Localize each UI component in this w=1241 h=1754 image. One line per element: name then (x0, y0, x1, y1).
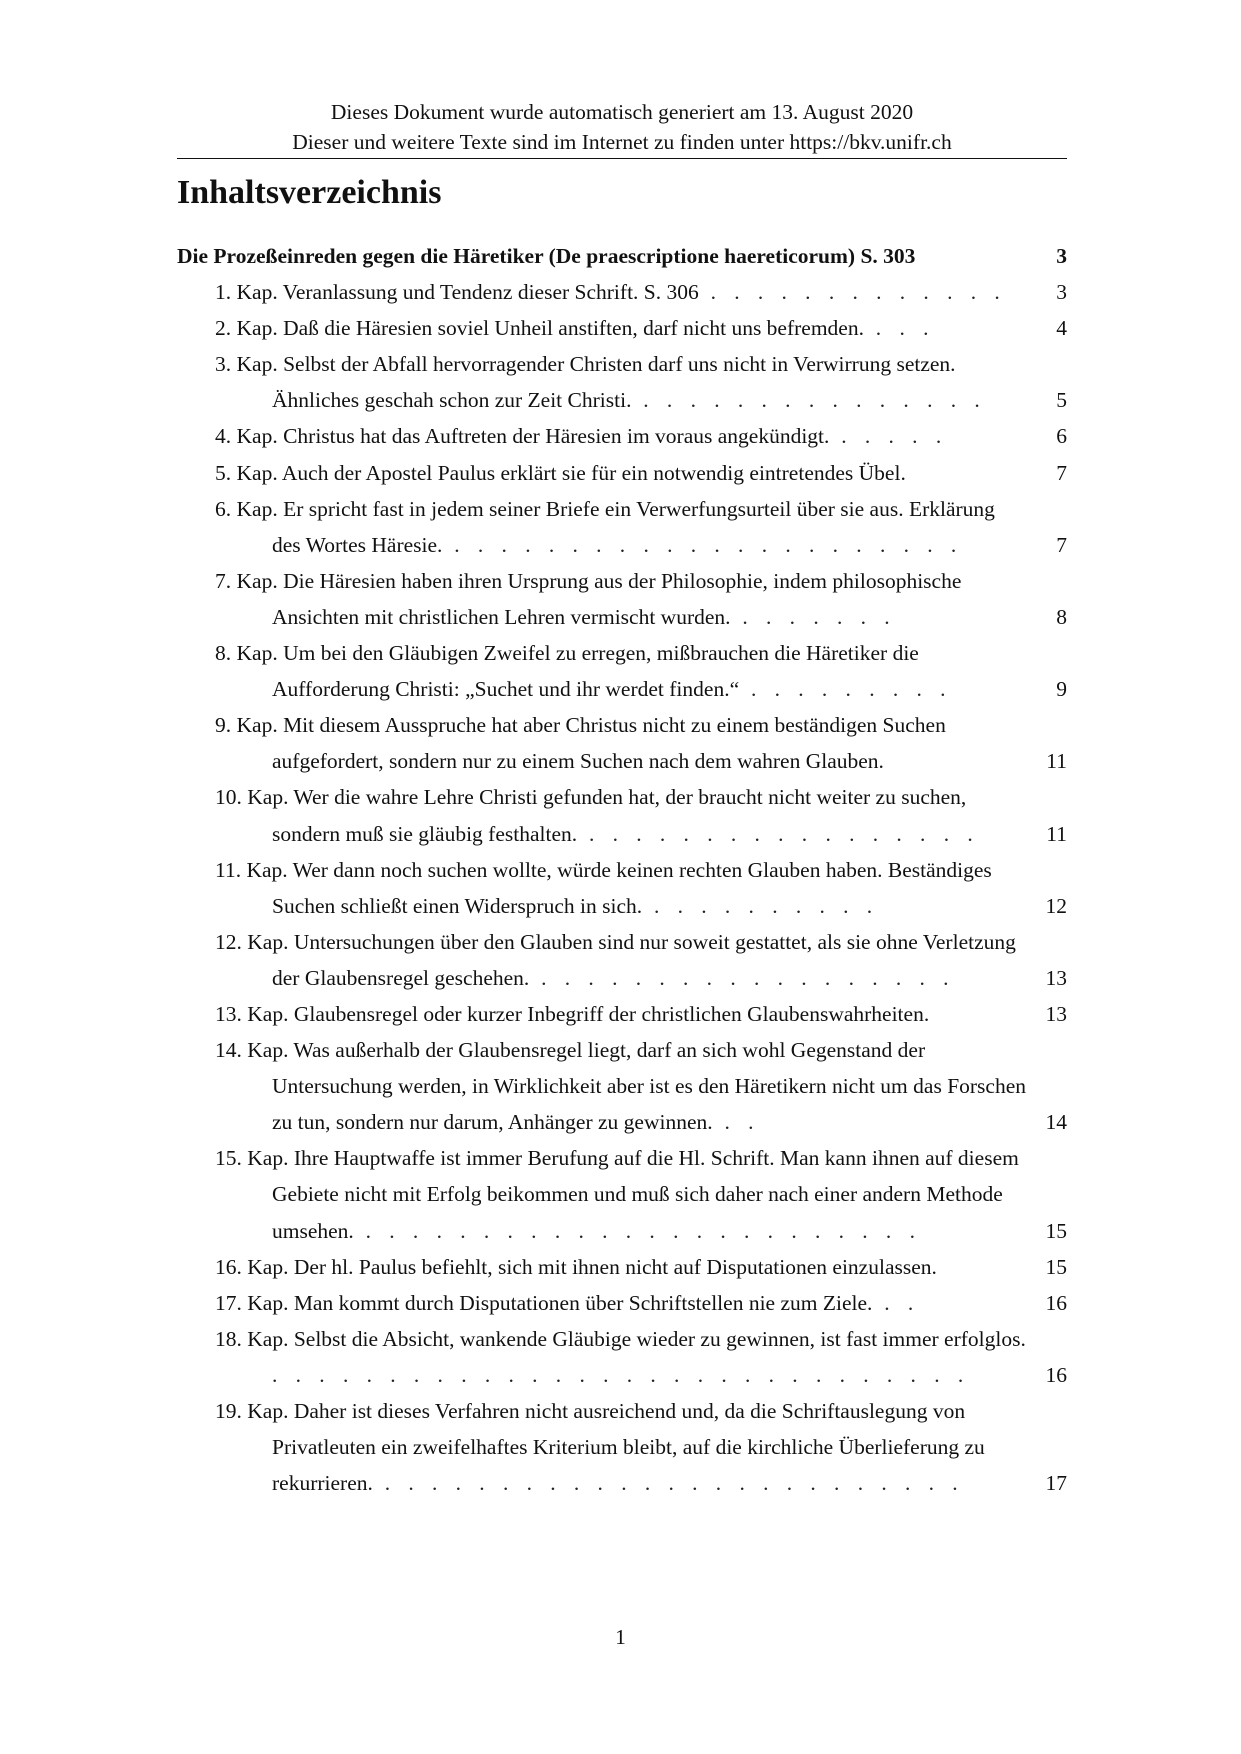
toc-entry-leader: . . . . . . . . . . . . . (698, 280, 1007, 305)
toc-entry-page: 15 (1045, 1218, 1067, 1243)
toc-entry-text: 15. Kap. Ihre Hauptwaffe ist immer Berufung auf die Hl. Schrift. Man kann ihnen auf diesem Gebiete nicht mit Erfolg beikommen und muß sich daher nach einer andern Methode umsehen. (215, 1146, 1019, 1243)
toc-entry-page: 3 (1056, 280, 1067, 305)
toc-section-title: Die Prozeßeinreden gegen die Häretiker (De praescriptione haereticorum) S. 303 (177, 244, 916, 268)
toc-entry-leader: . . . . . (829, 424, 948, 449)
toc-entry-text: 12. Kap. Untersuchungen über den Glauben sind nur soweit gestattet, als sie ohne Verletzung der Glaubensregel geschehen. (215, 929, 1016, 990)
toc-entry-page: 13 (1045, 965, 1067, 990)
toc-entry[interactable] (177, 491, 1067, 563)
header-generated-line: Dieses Dokument wurde automatisch generiert am 13. August 2020 (330, 100, 914, 124)
toc-entry-text: 11. Kap. Wer dann noch suchen wollte, würde keinen rechten Glauben haben. Beständiges Suchen schließt einen Widerspruch in sich. (215, 857, 992, 918)
toc-entry[interactable] (177, 1140, 1067, 1248)
toc-entry-text: 2. Kap. Daß die Häresien soviel Unheil anstiften, darf nicht uns befremden. (215, 316, 864, 341)
toc-entry-text: 6. Kap. Er spricht fast in jedem seiner Briefe ein Verwerfungsurteil über sie aus. Erklärung des Wortes Häresie. (215, 496, 995, 557)
toc-entry-text: 14. Kap. Was außerhalb der Glaubensregel liegt, darf an sich wohl Gegenstand der Untersuchung werden, in Wirklichkeit aber ist es den Häretikern nicht um das Forschen zu tun, sondern nur darum, Anhänger zu gewinnen. (215, 1038, 1027, 1135)
toc-entry-text: 17. Kap. Man kommt durch Disputationen über Schriftstellen nie zum Ziele. (215, 1290, 873, 1315)
toc-entry-leader: . . . . . . . . . . . . . . . (631, 388, 987, 413)
toc-entry-text: 10. Kap. Wer die wahre Lehre Christi gefunden hat, der braucht nicht weiter zu suchen, sondern muß sie gläubig festhalten. (215, 785, 967, 846)
toc-entry-text: 16. Kap. Der hl. Paulus befiehlt, sich mit ihnen nicht auf Disputationen einzulassen. (215, 1254, 937, 1279)
toc-entry[interactable] (177, 455, 1067, 491)
toc-entry[interactable] (177, 924, 1067, 996)
toc-entry-leader: . . . . . . . . . . . . . . . . . . . . . . . . . (372, 1471, 965, 1496)
header-source-line: Dieser und weitere Texte sind im Internet zu finden unter https://bkv.unifr.ch (292, 130, 952, 154)
toc-entry-page: 13 (1045, 1001, 1067, 1026)
toc-entry[interactable] (177, 707, 1067, 779)
toc-entry[interactable] (177, 1032, 1067, 1140)
toc-entry-page: 11 (1046, 821, 1067, 846)
toc-section-entry[interactable] (177, 238, 1067, 274)
toc-entry[interactable] (177, 779, 1067, 851)
toc-entry-page: 16 (1045, 1290, 1067, 1315)
toc-entry[interactable] (177, 852, 1067, 924)
toc-entry[interactable] (177, 274, 1067, 310)
toc-entry-page: 9 (1056, 677, 1067, 702)
toc-entry-page: 11 (1046, 749, 1067, 774)
toc-entry[interactable] (177, 635, 1067, 707)
toc-entry-text: 19. Kap. Daher ist dieses Verfahren nicht ausreichend und, da die Schriftauslegung von Privatleuten ein zweifelhaftes Kriterium bleibt, auf die kirchliche Überlieferung zu rekurrieren. (215, 1399, 985, 1496)
page-number: 1 (615, 1625, 626, 1649)
toc-entry-page: 12 (1045, 893, 1067, 918)
toc-entry-text: 5. Kap. Auch der Apostel Paulus erklärt sie für ein notwendig eintretendes Übel. (215, 460, 906, 485)
toc-entry-leader: . . . . . . . . . . . . . . . . . (577, 821, 980, 846)
toc-entry-text: 7. Kap. Die Häresien haben ihren Ursprung aus der Philosophie, indem philosophische Ansichten mit christlichen Lehren vermischt wurden. (215, 568, 962, 629)
toc-entry-leader: . . . . . . . (730, 604, 897, 629)
toc-entry-list (177, 274, 1067, 1501)
toc-entry[interactable] (177, 1285, 1067, 1321)
toc-entry[interactable] (177, 996, 1067, 1032)
toc-entry-leader: . . . . . . . . . . (642, 893, 879, 918)
toc-entry-page: 7 (1056, 460, 1067, 485)
toc-entry-leader: . . . . . . . . . . . . . . . . . . . . . . . . (353, 1218, 922, 1243)
toc-entry-text: 4. Kap. Christus hat das Auftreten der Häresien im voraus angekündigt. (215, 424, 830, 449)
toc-entry-page: 17 (1045, 1471, 1067, 1496)
toc-entry-leader: . . . . . . . . . . . . . . . . . . . . . . (442, 532, 963, 557)
toc-entry[interactable] (177, 346, 1067, 418)
toc-entry-text: 18. Kap. Selbst die Absicht, wankende Gläubige wieder zu gewinnen, ist fast immer erfolglos. (215, 1326, 1026, 1351)
toc-entry-leader: . . . (863, 316, 935, 341)
toc-entry[interactable] (177, 1393, 1067, 1501)
toc-entry[interactable] (177, 1249, 1067, 1285)
toc-entry-leader: . . (872, 1290, 920, 1315)
toc-entry-leader: . . . . . . . . . . . . . . . . . . . . . . . . . . . . . . (272, 1362, 970, 1387)
toc-entry-text: 13. Kap. Glaubensregel oder kurzer Inbegriff der christlichen Glaubenswahrheiten. (215, 1001, 930, 1026)
toc-entry[interactable] (177, 418, 1067, 454)
toc-entry-page: 7 (1056, 532, 1067, 557)
table-of-contents (177, 238, 1067, 1501)
toc-entry-text: 8. Kap. Um bei den Gläubigen Zweifel zu erregen, mißbrauchen die Häretiker die Aufforderung Christi: „Suchet und ihr werdet finden.“ (215, 641, 919, 702)
toc-entry-text: 3. Kap. Selbst der Abfall hervorragender Christen darf uns nicht in Verwirrung setzen. Ähnliches geschah schon zur Zeit Christi. (215, 352, 956, 413)
toc-entry-page: 15 (1045, 1254, 1067, 1279)
toc-entry-leader: . . . . . . . . . (739, 677, 952, 702)
toc-entry-text: 9. Kap. Mit diesem Ausspruche hat aber Christus nicht zu einem beständigen Suchen aufgefordert, sondern nur zu einem Suchen nach dem wahren Glauben. (215, 713, 946, 774)
toc-entry-page: 14 (1045, 1110, 1067, 1135)
page-title: Inhaltsverzeichnis (177, 174, 442, 211)
toc-entry[interactable] (177, 310, 1067, 346)
toc-section-page: 3 (1056, 244, 1067, 268)
toc-entry-page: 16 (1045, 1362, 1067, 1387)
toc-entry-leader: . . (712, 1110, 760, 1135)
toc-entry-page: 4 (1056, 316, 1067, 341)
page-header (177, 97, 1067, 157)
toc-entry-page: 6 (1056, 424, 1067, 449)
header-divider (177, 158, 1067, 159)
toc-entry-page: 8 (1056, 604, 1067, 629)
toc-entry[interactable] (177, 563, 1067, 635)
toc-entry-text: 1. Kap. Veranlassung und Tendenz dieser Schrift. S. 306 (215, 280, 699, 305)
toc-entry[interactable] (177, 1321, 1067, 1393)
toc-entry-leader: . . . . . . . . . . . . . . . . . . (529, 965, 955, 990)
toc-entry-page: 5 (1056, 388, 1067, 413)
